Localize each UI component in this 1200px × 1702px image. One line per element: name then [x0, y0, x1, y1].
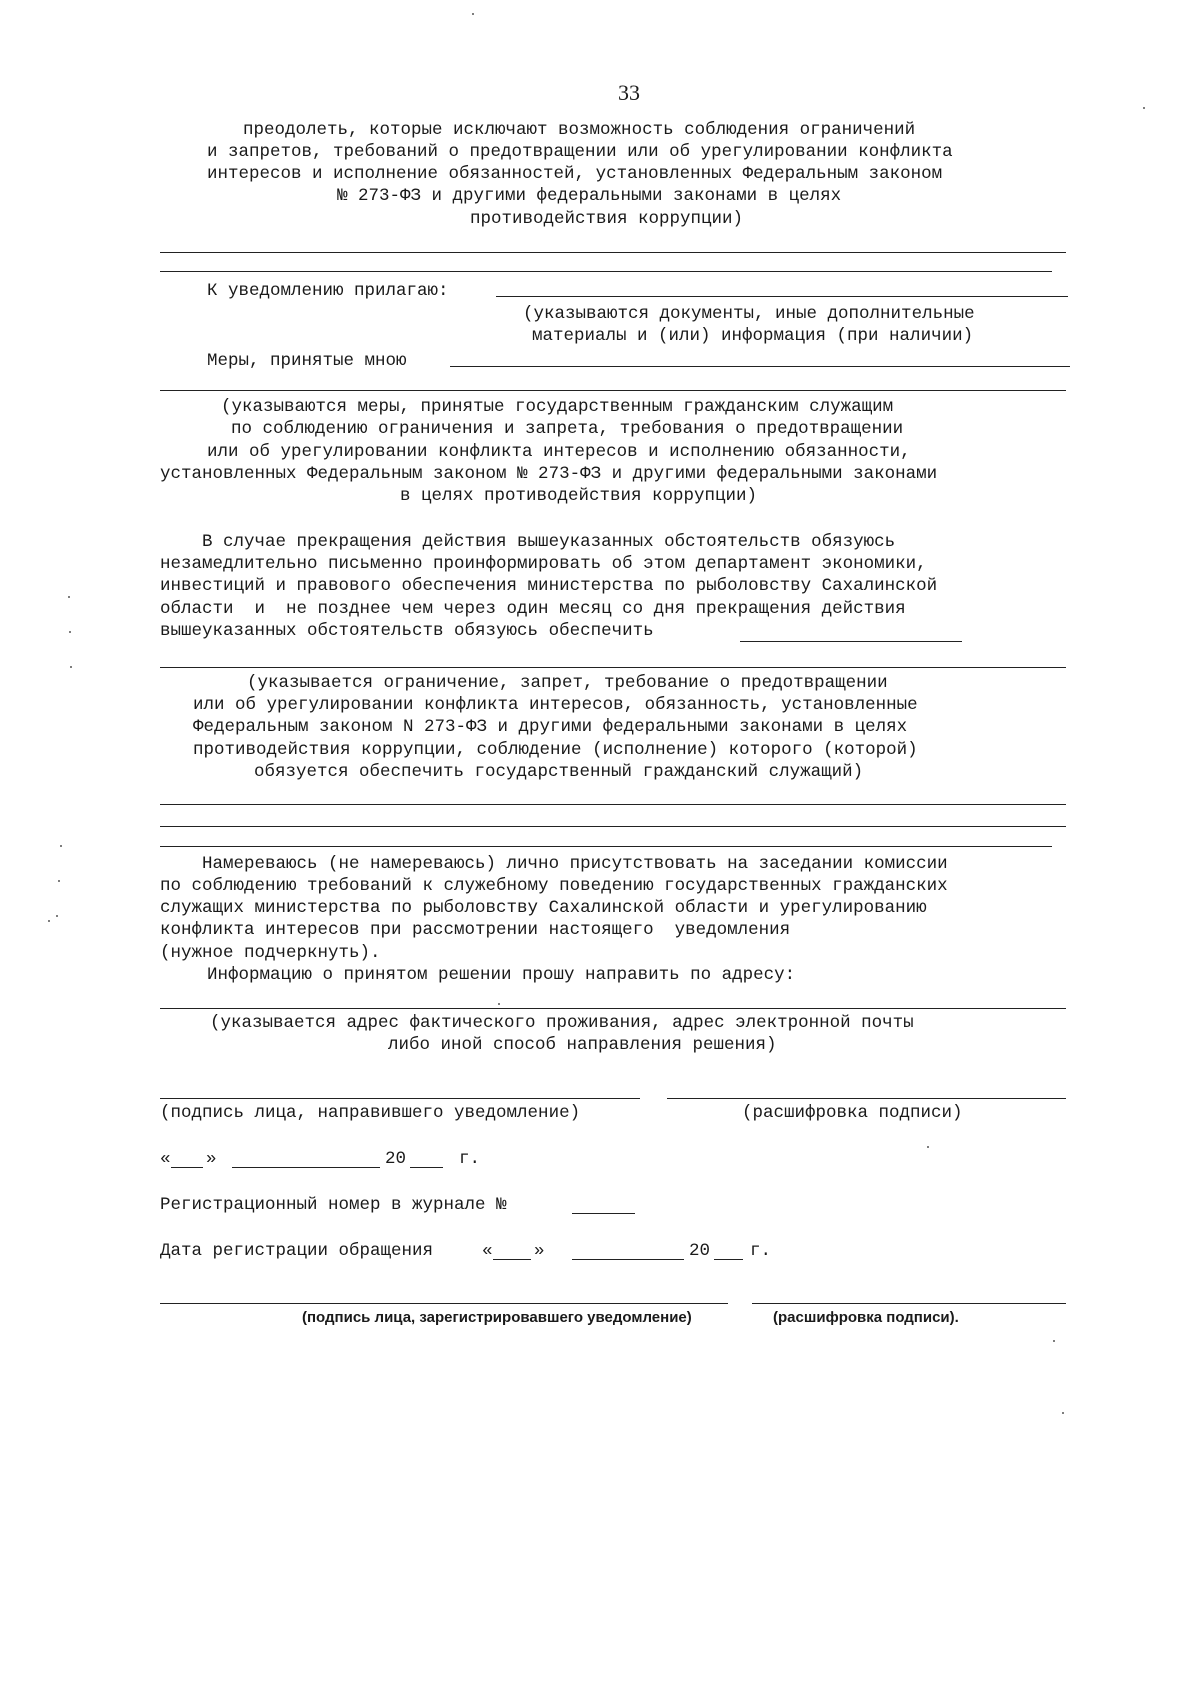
obligation-hint-3: Федеральным законом N 273-ФЗ и другими федеральными законами в целях — [193, 717, 908, 737]
scan-speck — [68, 596, 70, 598]
scan-speck — [69, 631, 71, 633]
scan-speck — [60, 845, 62, 847]
address-blank — [160, 1008, 1066, 1009]
blank-line — [160, 826, 1066, 827]
decryption-blank — [667, 1098, 1066, 1099]
reg-date-day-blank — [493, 1259, 531, 1260]
scan-speck — [927, 1146, 929, 1148]
registrar-signature-label: (подпись лица, зарегистрировавшего уведомление) — [302, 1309, 692, 1326]
reg-date-open-quote: « — [482, 1241, 493, 1261]
date-year-suffix: г. — [459, 1149, 481, 1169]
blank-line — [160, 846, 1052, 847]
measures-blank — [450, 366, 1070, 367]
measures-hint-1: (указываются меры, принятые государственным гражданским служащим — [221, 397, 894, 417]
scan-speck — [1053, 1340, 1055, 1342]
scan-speck — [48, 920, 50, 922]
attach-hint-1: (указываются документы, иные дополнительные — [523, 304, 975, 324]
obligation-line-5: вышеуказанных обстоятельств обязуюсь обеспечить — [160, 621, 654, 641]
reg-date-year-blank — [714, 1259, 743, 1260]
obligation-line-1: В случае прекращения действия вышеуказанных обстоятельств обязуюсь — [160, 532, 896, 552]
obligation-line-4: области и не позднее чем через один месяц со дня прекращения действия — [160, 599, 906, 619]
obligation-hint-4: противодействия коррупции, соблюдение (исполнение) которого (которой) — [193, 740, 918, 760]
reg-date-close-quote: » — [534, 1241, 545, 1261]
attendance-line-5: (нужное подчеркнуть). — [160, 943, 381, 963]
page-number: 33 — [618, 80, 640, 105]
scan-speck — [498, 1003, 500, 1005]
date-open-quote: « — [160, 1149, 171, 1169]
registrar-decryption-blank — [752, 1303, 1066, 1304]
registrar-signature-blank — [160, 1303, 728, 1304]
blank-line — [160, 804, 1066, 805]
obligation-hint-1: (указывается ограничение, запрет, требование о предотвращении — [247, 673, 888, 693]
decryption-label: (расшифровка подписи) — [742, 1103, 963, 1123]
signature-blank — [160, 1098, 640, 1099]
blank-line — [160, 390, 1066, 391]
reg-number-blank — [572, 1213, 635, 1214]
blank-line — [160, 271, 1052, 272]
attendance-line-1: Намереваюсь (не намереваюсь) лично присутствовать на заседании комиссии — [160, 854, 948, 874]
intro-line-1: преодолеть, которые исключают возможность соблюдения ограничений — [243, 120, 916, 140]
address-hint-2: либо иной способ направления решения) — [388, 1035, 777, 1055]
intro-line-3: интересов и исполнение обязанностей, установленных Федеральным законом — [207, 164, 943, 184]
measures-hint-3: или об урегулировании конфликта интересов и исполнению обязанности, — [207, 442, 911, 462]
scan-speck — [1062, 1412, 1064, 1414]
obligation-line-3: инвестиций и правового обеспечения министерства по рыболовству Сахалинской — [160, 576, 938, 596]
blank-line — [160, 667, 1066, 668]
reg-date-label: Дата регистрации обращения — [160, 1241, 434, 1261]
reg-date-year-suffix: г. — [750, 1241, 772, 1261]
date-month-blank — [232, 1167, 380, 1168]
reg-number-label: Регистрационный номер в журнале № — [160, 1195, 507, 1215]
obligation-blank — [740, 641, 962, 642]
address-hint-1: (указывается адрес фактического проживания, адрес электронной почты — [210, 1013, 914, 1033]
measures-hint-4: установленных Федеральным законом № 273-ФЗ и другими федеральными законами — [160, 464, 938, 484]
date-day-blank — [171, 1167, 203, 1168]
attach-hint-2: материалы и (или) информация (при наличии) — [532, 326, 974, 346]
scan-speck — [1143, 107, 1145, 109]
info-line: Информацию о принятом решении прошу направить по адресу: — [207, 965, 796, 985]
reg-date-year-prefix: 20 — [689, 1241, 711, 1261]
measures-hint-2: по соблюдению ограничения и запрета, требования о предотвращении — [231, 419, 904, 439]
obligation-hint-2: или об урегулировании конфликта интересов, обязанность, установленные — [193, 695, 918, 715]
intro-line-5: противодействия коррупции) — [470, 209, 744, 229]
obligation-line-2: незамедлительно письменно проинформировать об этом департамент экономики, — [160, 554, 927, 574]
registrar-decryption-label: (расшифровка подписи). — [773, 1309, 959, 1326]
scan-speck — [472, 13, 474, 15]
scan-speck — [56, 915, 58, 917]
attendance-line-3: служащих министерства по рыболовству Сахалинской области и урегулированию — [160, 898, 927, 918]
date-year-blank — [410, 1167, 443, 1168]
obligation-hint-5: обязуется обеспечить государственный гражданский служащий) — [254, 762, 864, 782]
reg-date-month-blank — [572, 1259, 684, 1260]
measures-hint-5: в целях противодействия коррупции) — [400, 486, 758, 506]
date-year-prefix: 20 — [385, 1149, 407, 1169]
intro-line-4: № 273-ФЗ и другими федеральными законами в целях — [337, 186, 842, 206]
attach-blank — [496, 296, 1068, 297]
attach-label: К уведомлению прилагаю: — [207, 281, 449, 301]
intro-line-2: и запретов, требований о предотвращении или об урегулировании конфликта — [207, 142, 953, 162]
scan-speck — [70, 666, 72, 668]
signature-label: (подпись лица, направившего уведомление) — [160, 1103, 581, 1123]
attendance-line-4: конфликта интересов при рассмотрении настоящего уведомления — [160, 920, 791, 940]
date-close-quote: » — [206, 1149, 217, 1169]
measures-label: Меры, принятые мною — [207, 351, 407, 371]
blank-line — [160, 252, 1066, 253]
attendance-line-2: по соблюдению требований к служебному поведению государственных гражданских — [160, 876, 948, 896]
scan-speck — [58, 880, 60, 882]
